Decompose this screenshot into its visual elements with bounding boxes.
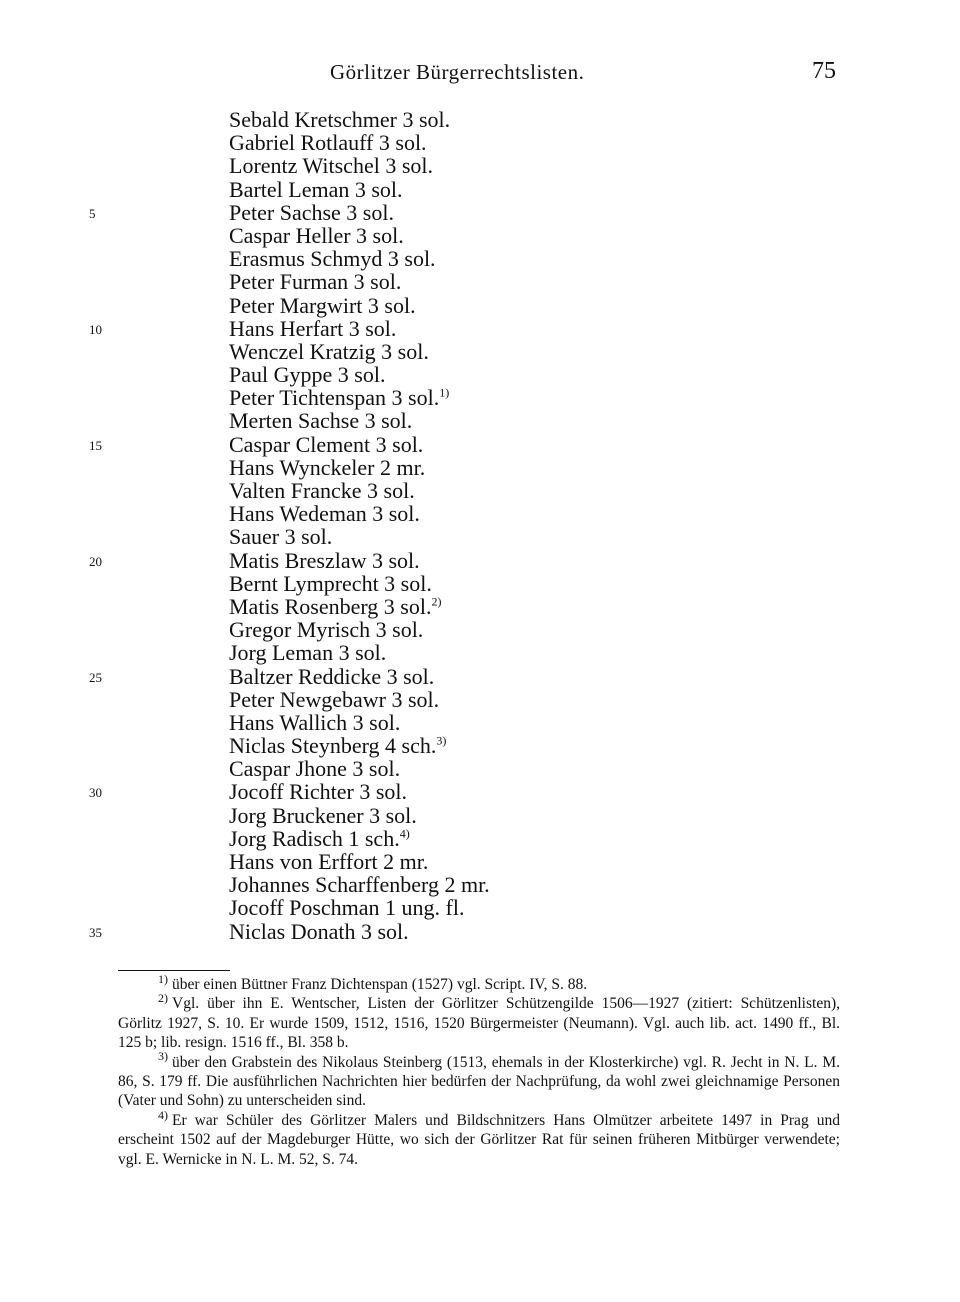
footnote-mark: 4) — [158, 1107, 168, 1122]
list-entry — [229, 409, 490, 432]
list-entry — [229, 595, 490, 618]
entry-text: Hans Wallich 3 sol. — [229, 709, 401, 735]
footnote-reference[interactable]: 2) — [431, 594, 442, 609]
list-entry — [229, 827, 490, 850]
line-number: 15 — [89, 437, 102, 453]
entry-text: Matis Breszlaw 3 sol. — [229, 547, 420, 573]
entry-text: Gregor Myrisch 3 sol. — [229, 617, 424, 643]
entry-text: Hans Wynckeler 2 mr. — [229, 454, 426, 480]
list-entry — [89, 199, 490, 225]
footnote — [118, 1107, 840, 1169]
entry-text: Jocoff Richter 3 sol. — [229, 779, 408, 805]
entry-text: Hans von Erffort 2 mr. — [229, 849, 429, 874]
entry-text: Jorg Radisch 1 sch. — [229, 825, 400, 851]
list-entry — [229, 131, 490, 154]
running-title: Görlitzer Bürgerrechtslisten. — [330, 60, 585, 84]
list-entry — [229, 479, 490, 502]
list-entry — [229, 850, 490, 873]
line-number: 10 — [89, 321, 102, 337]
entry-text: Peter Newgebawr 3 sol. — [229, 686, 440, 712]
list-entry — [229, 154, 490, 177]
entry-text: Peter Margwirt 3 sol. — [229, 292, 416, 318]
entry-text: Sauer 3 sol. — [229, 524, 333, 550]
entry-text: Johannes Scharffenberg 2 mr. — [229, 872, 490, 898]
entry-text: Niclas Steynberg 4 sch. — [229, 733, 437, 759]
list-entry — [229, 804, 490, 827]
list-entry — [229, 340, 490, 363]
list-entry — [229, 386, 490, 409]
footnote — [118, 1049, 840, 1111]
entry-text: Jocoff Poschman 1 ung. fl. — [229, 895, 465, 921]
entry-text: Hans Wedeman 3 sol. — [229, 501, 420, 527]
entry-text: Erasmus Schmyd 3 sol. — [229, 246, 436, 272]
footnote — [118, 991, 840, 1052]
footnote-text: Er war Schüler des Görlitzer Malers und Bildschnitzers Hans Olmützer arbeitete 1497 in Prag und erscheint 1502 auf der Magdeburger Hütte, wo sich der Görlitzer Rat für seinen früheren Mitbürger verwendete; vgl. E. Wernicke in N. L. M. 52, S. 74. — [118, 1111, 840, 1168]
footnote-text: über einen Büttner Franz Dichtenspan (1527) vgl. Script. IV, S. 88. — [172, 976, 588, 993]
footnote — [118, 971, 840, 994]
line-number: 35 — [89, 924, 102, 940]
entry-text: Gabriel Rotlauff 3 sol. — [229, 130, 427, 156]
list-entry — [229, 711, 490, 734]
footnote-divider — [118, 970, 230, 971]
footnote-reference[interactable]: 4) — [399, 826, 410, 841]
list-entry — [229, 873, 490, 896]
list-entry — [89, 315, 490, 341]
footnotes — [118, 971, 840, 1169]
citizen-list — [89, 107, 490, 944]
list-entry — [229, 108, 490, 131]
list-entry — [229, 757, 490, 780]
entry-text: Hans Herfart 3 sol. — [229, 315, 397, 341]
line-number: 5 — [89, 205, 96, 221]
line-number: 20 — [89, 553, 102, 569]
entry-text: Bernt Lymprecht 3 sol. — [229, 570, 432, 596]
list-entry — [229, 270, 490, 293]
list-entry — [229, 502, 490, 525]
list-entry — [229, 896, 490, 919]
page-number: 75 — [812, 58, 836, 84]
list-entry — [229, 525, 490, 548]
entry-text: Jorg Leman 3 sol. — [229, 640, 387, 666]
entry-text: Peter Furman 3 sol. — [229, 269, 402, 295]
footnote-reference[interactable]: 3) — [436, 733, 447, 748]
footnote-text: Vgl. über ihn E. Wentscher, Listen der Görlitzer Schützengilde 1506—1927 (zitiert: Schützenlisten), Görlitz 1927, S. 10. Er wurde 1509, 1512, 1516, 1520 Bürgermeister (Neumann). Vgl. auch lib. act. 1490 ff., Bl. 125 b; lib. resign. 1516 ff., Bl. 358 b. — [118, 995, 840, 1052]
list-entry — [89, 547, 490, 573]
footnote-mark: 2) — [158, 991, 168, 1006]
list-entry — [229, 178, 490, 201]
footnote-reference[interactable]: 1) — [439, 385, 450, 400]
list-entry — [89, 663, 490, 689]
list-entry — [89, 779, 490, 805]
entry-text: Niclas Donath 3 sol. — [229, 918, 409, 944]
list-entry — [229, 294, 490, 317]
entry-text: Baltzer Reddicke 3 sol. — [229, 663, 435, 689]
footnote-mark: 3) — [158, 1049, 168, 1064]
entry-text: Jorg Bruckener 3 sol. — [229, 802, 417, 828]
entry-text: Wenczel Kratzig 3 sol. — [229, 338, 429, 364]
entry-text: Bartel Leman 3 sol. — [229, 176, 403, 202]
list-entry — [229, 641, 490, 664]
entry-text: Peter Tichtenspan 3 sol. — [229, 385, 440, 411]
line-number: 30 — [89, 785, 102, 801]
entry-text: Matis Rosenberg 3 sol. — [229, 593, 432, 619]
entry-text: Merten Sachse 3 sol. — [229, 408, 413, 434]
entry-text: Valten Francke 3 sol. — [229, 478, 415, 503]
entry-text: Peter Sachse 3 sol. — [229, 199, 394, 225]
list-entry — [229, 456, 490, 479]
footnote-text: über den Grabstein des Nikolaus Steinberg (1513, ehemals in der Klosterkirche) vgl. R. Jecht in N. L. M. 86, S. 179 ff. Die ausführlichen Nachrichten hier bedürfen der Nachprüfung, da wohl zwei gleichnamige Personen (Vater und Sohn) zu unterscheiden sind. — [118, 1053, 840, 1110]
footnote-mark: 1) — [158, 971, 168, 986]
list-entry — [229, 618, 490, 641]
entry-text: Caspar Heller 3 sol. — [229, 222, 404, 248]
list-entry — [229, 363, 490, 386]
entry-text: Paul Gyppe 3 sol. — [229, 362, 386, 388]
list-entry — [229, 572, 490, 595]
entry-text: Sebald Kretschmer 3 sol. — [229, 107, 451, 132]
list-entry — [89, 918, 490, 944]
list-entry — [229, 734, 490, 757]
entry-text: Caspar Clement 3 sol. — [229, 431, 424, 457]
list-entry — [229, 247, 490, 270]
list-entry — [229, 224, 490, 247]
entry-text: Caspar Jhone 3 sol. — [229, 756, 401, 782]
list-entry — [229, 688, 490, 711]
line-number: 25 — [89, 669, 102, 685]
list-entry — [89, 431, 490, 457]
entry-text: Lorentz Witschel 3 sol. — [229, 153, 433, 179]
